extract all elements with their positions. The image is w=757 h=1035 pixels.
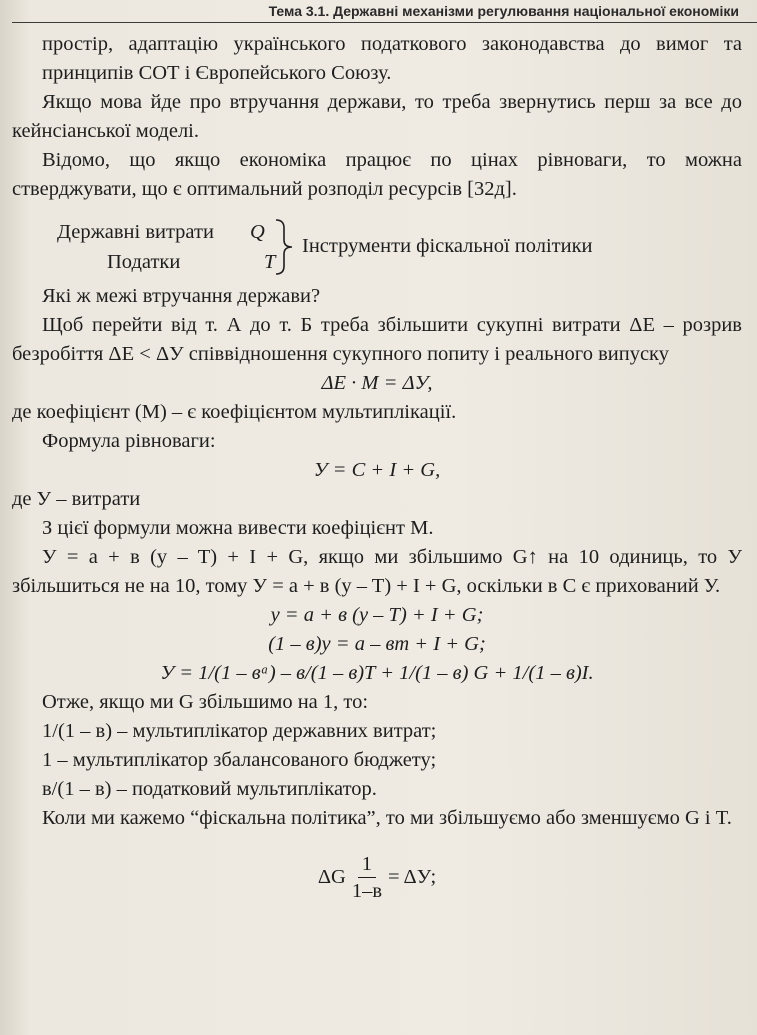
running-header: Тема 3.1. Державні механізми регулювання національної економіки [12, 0, 757, 23]
right-brace-icon [274, 218, 298, 276]
paragraph: Щоб перейти від т. А до т. Б треба збільшити сукупні витрати ΔE – розрив безробіття ΔE < ΔУ співвідношення сукупного попиту і реального випуску [12, 314, 742, 365]
equation-prefix: ΔG [317, 866, 346, 888]
paragraph: простір, адаптацію українського податкового законодавства до вимог та принципів СОТ і Європейського Союзу. [42, 33, 742, 84]
fraction-equation [12, 851, 742, 904]
paragraph: Які ж межі втручання держави? [42, 285, 321, 307]
fiscal-group-label: Інструменти фіскальної політики [302, 235, 593, 257]
fiscal-row-label: Податки [107, 251, 181, 273]
list-item: 1 – мультиплікатор збалансованого бюджету; [42, 749, 437, 771]
fraction-numerator: 1 [358, 851, 376, 878]
fiscal-row-label: Державні витрати [57, 221, 214, 243]
equation: ΔE · M = ΔУ, [321, 372, 433, 394]
list-item: в/(1 – в) – податковий мультиплікатор. [42, 778, 377, 800]
paragraph: У = a + в (y – T) + I + G, якщо ми збільшимо G↑ на 10 одиниць, то У збільшиться не на 10, тому У = a + в (y – T) + I + G, оскільки в C є прихований У. [12, 546, 742, 597]
page-body [12, 30, 742, 904]
equation-suffix: = ΔУ; [388, 866, 437, 888]
fraction [348, 851, 386, 904]
fraction-denominator: 1–в [351, 880, 382, 902]
equation: У = C + I + G, [313, 459, 441, 481]
equation: y = a + в (y – T) + I + G; [270, 604, 484, 626]
fiscal-row-symbol: T [264, 251, 276, 273]
equation: (1 – в)y = a – вт + I + G; [268, 633, 486, 655]
paragraph: Відомо, що якщо економіка працює по цінах рівноваги, то можна стверджувати, що є оптимальний розподіл ресурсів [32д]. [12, 149, 742, 200]
list-item: 1/(1 – в) – мультиплікатор державних витрат; [42, 720, 437, 742]
paragraph: Коли ми кажемо “фіскальна політика”, то ми збільшуємо або зменшуємо G і T. [42, 807, 732, 829]
paragraph: Отже, якщо ми G збільшимо на 1, то: [42, 691, 369, 713]
paragraph: З цієї формули можна вивести коефіцієнт M. [42, 517, 434, 539]
paragraph: де У – витрати [12, 488, 141, 510]
fiscal-row-symbol: Q [250, 221, 265, 243]
paragraph: Формула рівноваги: [42, 430, 216, 452]
equation: У = 1/(1 – вᵃ) – в/(1 – в)T + 1/(1 – в) G + 1/(1 – в)I. [160, 662, 594, 684]
paragraph: де коефіцієнт (M) – є коефіцієнтом мультиплікації. [12, 401, 457, 423]
paragraph: Якщо мова йде про втручання держави, то треба звернутись перш за все до кейнсіанської моделі. [12, 91, 742, 142]
fiscal-instruments-block [12, 216, 742, 278]
